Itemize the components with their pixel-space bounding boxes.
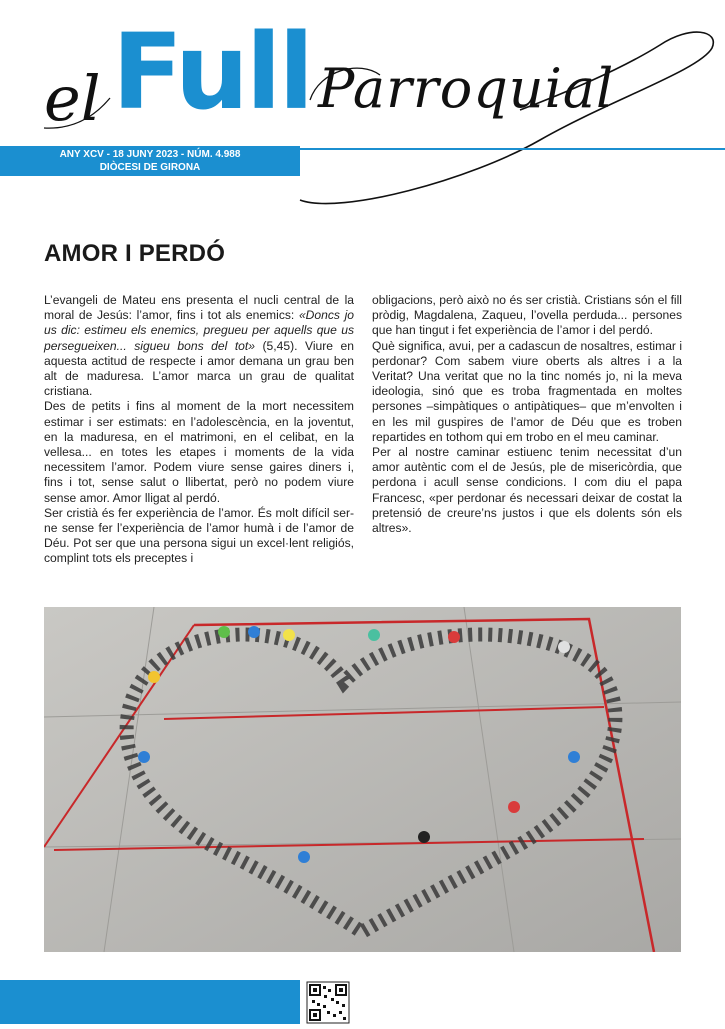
diocese-line: DIÒCESI DE GIRONA (99, 162, 201, 173)
paragraph: obligacions, però això no és ser cristià. Cristians són el fill pròdig, Magdalena, Zaqueu, l’ovella perduda... persones que han tingut i fet experiència de l’amor i del perdó. (372, 293, 682, 338)
logo-full: Full (112, 11, 312, 133)
photo-illustration-icon (44, 607, 681, 952)
footer-band (0, 980, 300, 1024)
issue-line: ANY XCV - 18 JUNY 2023 - NÚM. 4.988 (59, 149, 241, 160)
masthead-rule (300, 148, 725, 150)
gospel-quote: «Doncs jo us dic: estimeu els enemics, pregueu per aquells que us persegueixen... sigueu bons del tot» (44, 308, 355, 353)
qr-code-icon (306, 981, 350, 1024)
paragraph-rest: (5,45). Viure en aquesta actitud de respecte i amor demana un grau ben alt de maduresa. L’amor marca un grau de qualitat cristiana. (44, 338, 355, 399)
paragraph: Ser cristià és fer experiència de l’amor. És molt difícil ser-ne sense fer l’experiència de l’amor humà i de l’amor de Déu. Pot ser que una persona sigui un excel·lent religiós, complint tots els preceptes i (44, 505, 354, 566)
article-title: AMOR I PERDÓ (44, 240, 226, 267)
heart-shaped-group-photo (44, 607, 681, 952)
paragraph: Des de petits i fins al moment de la mort necessitem estimar i ser estimats: en l’adolescència, en la joventut, en la maduresa, en el matrimoni, en el celibat, en la vellesa... en totes les etapes i moments de la vida necessitem l’amor. Podem viure sense gaires diners i, fins i tot, sense salut o llibertat, però no podem viure sense amor. Amor lligat al perdó. (44, 399, 354, 505)
masthead (0, 0, 725, 215)
paragraph (44, 293, 354, 399)
paragraph: Què significa, avui, per a cadascun de nosaltres, estimar i perdonar? Com sabem viure oberts als altres i a la Veritat? Una veritat que no la tinc només jo, ni la meva ideologia, sinó que es troba fragmentada en moltes persones –simpàtiques o antipàtiques– que m’envolten i en les mil guspires de l’amor de Déu que es troben repartides en tothom qui em trobo en el meu caminar. (372, 338, 682, 444)
article-column-left (44, 293, 354, 567)
logo-el: el (44, 62, 101, 135)
paragraph-intro: L’evangeli de Mateu ens presenta el nucli central de la moral de Jesús: l’amor, fins i tot als enemics: (44, 293, 354, 323)
logo-parroquial: Parroquial (318, 57, 615, 120)
article-column-right (372, 293, 682, 536)
paragraph: Per al nostre caminar estiuenc tenim necessitat d’un amor autèntic com el de Jesús, ple de misericòrdia, que perdona i acull sense condicions. I com diu el papa Francesc, «per perdonar és necessari deixar de costat la pretensió de creure’ns justos i que els dolents són els altres». (372, 445, 682, 536)
